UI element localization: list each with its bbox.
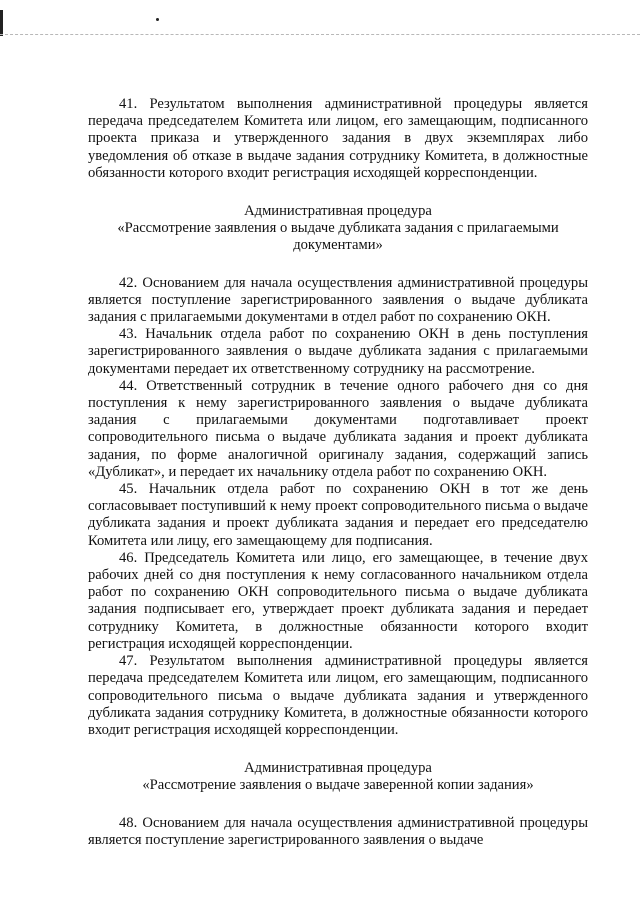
procedure-heading-title: Административная процедура <box>244 203 432 220</box>
document-page <box>88 96 588 849</box>
procedure-heading-title: Административная процедура <box>244 760 432 777</box>
paragraph-48: 48. Основанием для начала осуществления административной процедуры является поступление зарегистрированного заявления о выдаче <box>88 814 588 848</box>
paragraph-42: 42. Основанием для начала осуществления административной процедуры является поступление зарегистрированного заявления о выдаче дубликата задания с прилагаемыми документами в отдел работ по сохранению ОКН. <box>88 274 588 326</box>
paragraph-44: 44. Ответственный сотрудник в течение одного рабочего дня со дня поступления к нему зарегистрированного заявления о выдаче дубликата задания с прилагаемыми документами подготавливает проект сопроводительного письма о выдаче дубликата задания и проект дубликата задания, по форме аналогичной оригиналу задания, содержащий запись «Дубликат», и передает их начальнику отдела работ по сохранению ОКН. <box>88 377 588 480</box>
spacer <box>88 795 588 815</box>
spacer <box>88 255 588 275</box>
spacer <box>88 739 588 760</box>
procedure-heading-subtitle: «Рассмотрение заявления о выдаче заверенной копии задания» <box>142 777 534 794</box>
spacer <box>88 182 588 203</box>
procedure-heading-duplicate <box>88 203 588 255</box>
paragraph-45: 45. Начальник отдела работ по сохранению ОКН в тот же день согласовывает поступивший к нему проект сопроводительного письма о выдаче дубликата задания и проект дубликата задания и передает его председателю Комитета или лицу, его замещающему для подписания. <box>88 481 588 549</box>
paragraph-47: 47. Результатом выполнения административной процедуры является передача председателем Комитета или лицом, его замещающим, подписанного сопроводительного письма о выдаче дубликата задания и утвержденного дубликата задания сотруднику Комитета, в должностные обязанности которого входит регистрация исходящей корреспонденции. <box>88 653 588 738</box>
procedure-heading-certified-copy <box>88 760 588 794</box>
scan-top-line <box>0 34 640 35</box>
scan-dot-mark <box>156 18 159 21</box>
procedure-heading-subtitle: «Рассмотрение заявления о выдаче дубликата задания с прилагаемыми документами» <box>117 220 559 254</box>
scan-edge-mark <box>0 10 3 36</box>
paragraph-43: 43. Начальник отдела работ по сохранению ОКН в день поступления зарегистрированного заявления о выдаче дубликата задания с прилагаемыми документами передает их ответственному сотруднику на рассмотрение. <box>88 326 588 377</box>
paragraph-41: 41. Результатом выполнения административной процедуры является передача председателем Комитета или лицом, его замещающим, подписанного проекта приказа и утвержденного задания в двух экземплярах либо уведомления об отказе в выдаче задания сотруднику Комитета, в должностные обязанности которого входит регистрация исходящей корреспонденции. <box>88 96 588 181</box>
paragraph-46: 46. Председатель Комитета или лицо, его замещающее, в течение двух рабочих дней со дня поступления к нему согласованного начальником отдела работ по сохранению ОКН сопроводительного письма о выдаче дубликата задания подписывает его, утверждает проект дубликата задания и передает сотруднику Комитета, в должностные обязанности которого входит регистрация исходящей корреспонденции. <box>88 549 588 652</box>
